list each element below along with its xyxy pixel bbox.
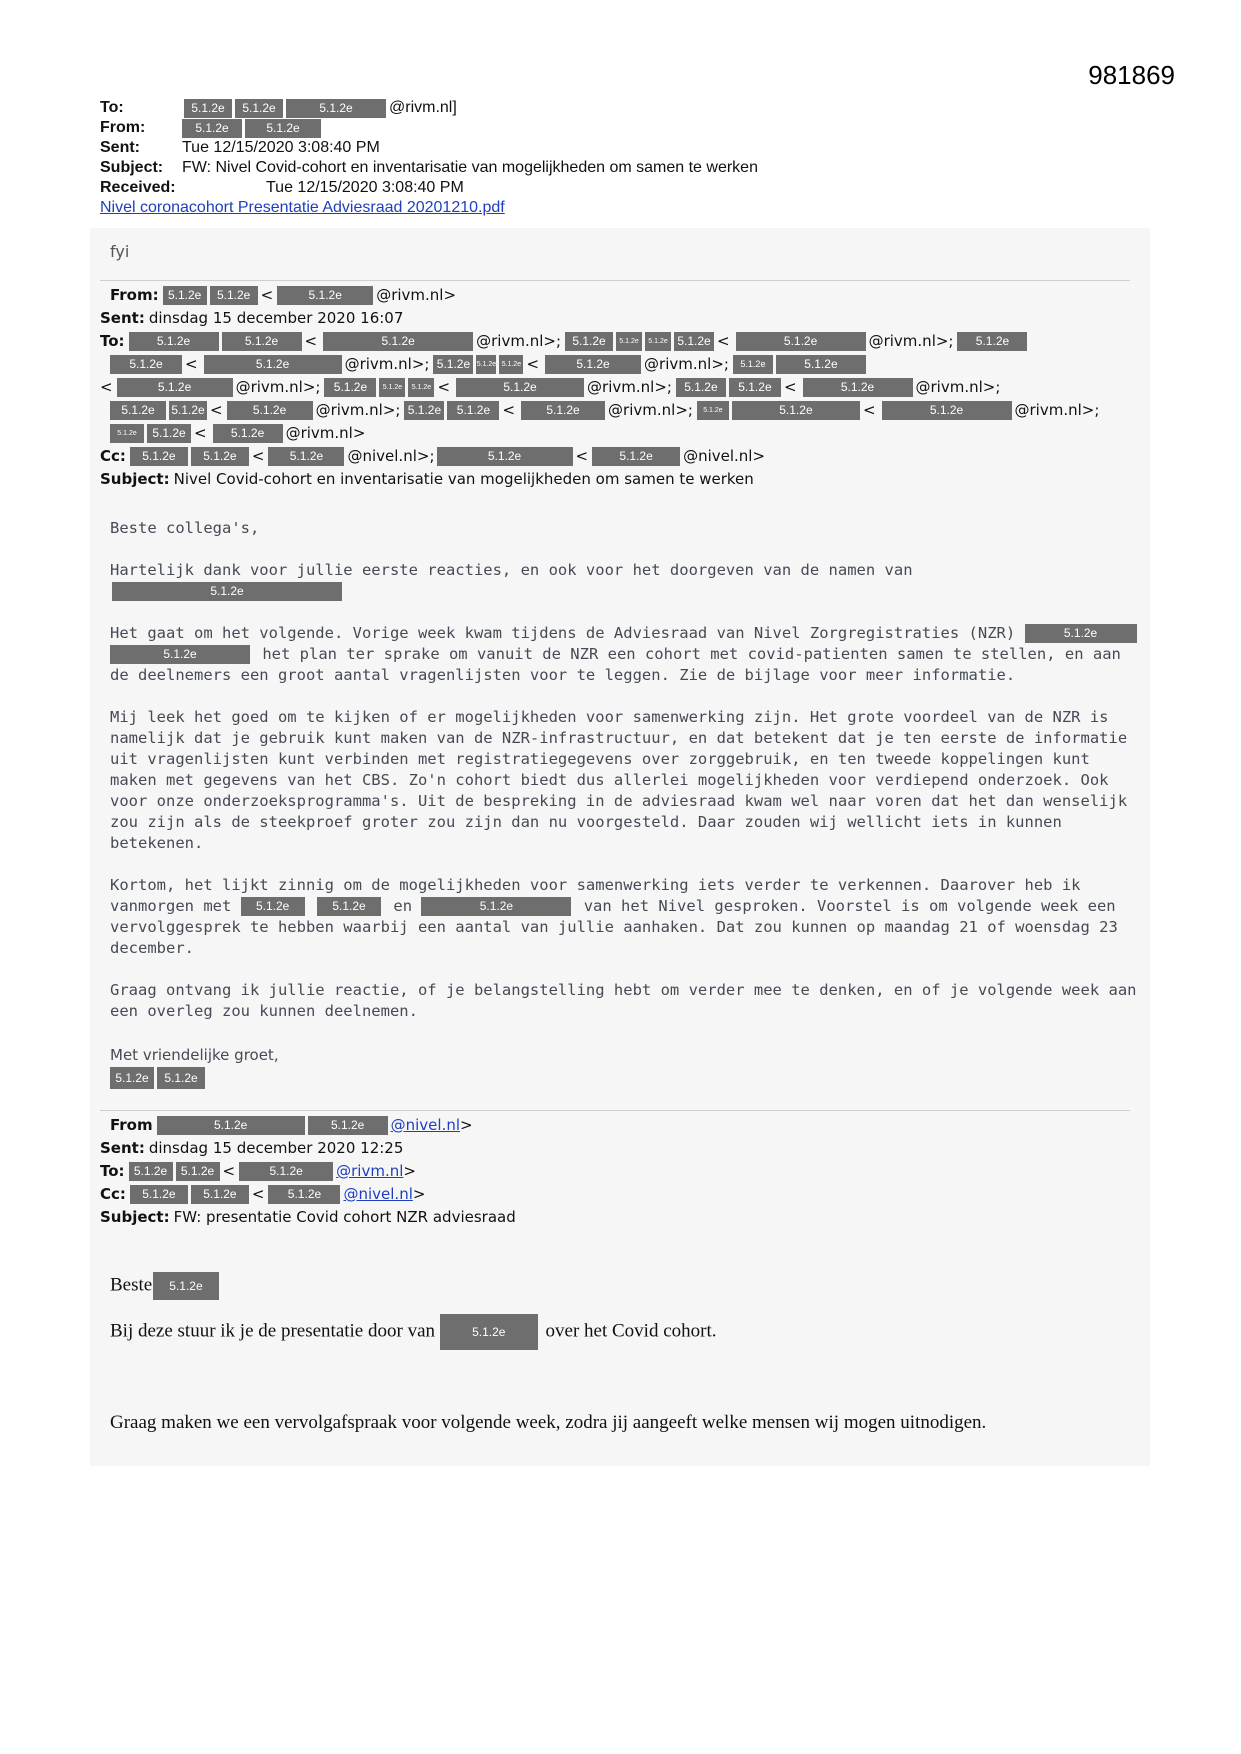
recipient-address: @rivm.nl>; [344, 355, 430, 373]
mail2-subject-value: FW: presentatie Covid cohort NZR adviesraad [173, 1208, 516, 1226]
recipient-address: @rivm.nl>; [476, 332, 562, 350]
redaction-box: 5.1.2e [184, 99, 232, 118]
redaction-box: 5.1.2e [323, 332, 473, 351]
mail2-from-label: From [110, 1116, 153, 1134]
recipient-address: @rivm.nl>; [1014, 401, 1100, 419]
redaction-box: 5.1.2e [210, 286, 258, 305]
redaction-box: 5.1.2e [176, 1162, 220, 1181]
mail1-to-row-5 [100, 422, 1099, 445]
redaction-box: 5.1.2e [112, 582, 342, 601]
header-received-label: Received: [100, 179, 176, 196]
lt-sign: < [783, 378, 797, 396]
mail2-to-row [100, 1160, 516, 1183]
redaction-box: 5.1.2e [241, 897, 305, 916]
header-subject-label: Subject: [100, 159, 164, 176]
header-from-label: From: [100, 119, 146, 136]
redaction-box: 5.1.2e [379, 378, 405, 397]
redaction-box: 5.1.2e [213, 424, 283, 443]
mail2-cc-label: Cc: [100, 1185, 126, 1203]
redaction-box: 5.1.2e [674, 332, 714, 351]
paragraph-2-text-a: Het gaat om het volgende. Vorige week kwam tijdens de Adviesraad van Nivel Zorgregistraties (NZR) [110, 624, 1016, 642]
redaction-box: 5.1.2e [456, 378, 584, 397]
redaction-box: 5.1.2e [130, 1185, 188, 1204]
mail2-subject-row [100, 1206, 516, 1229]
redaction-box: 5.1.2e [130, 447, 188, 466]
lt-sign: < [251, 447, 265, 465]
redaction-box: 5.1.2e [499, 355, 523, 374]
header-received-value: Tue 12/15/2020 3:08:40 PM [266, 179, 464, 196]
redaction-box: 5.1.2e [433, 355, 473, 374]
redaction-box: 5.1.2e [147, 424, 191, 443]
redaction-box: 5.1.2e [204, 355, 342, 374]
export-header [100, 98, 758, 218]
attachment-link[interactable]: Nivel coronacohort Presentatie Adviesraad 20201210.pdf [100, 199, 505, 216]
lt-sign: < [194, 424, 207, 442]
redaction-box: 5.1.2e [324, 378, 376, 397]
header-subject-value: FW: Nivel Covid-cohort en inventarisatie van mogelijkheden om samen te werken [182, 159, 758, 176]
header-to-row [100, 98, 758, 118]
redaction-box: 5.1.2e [882, 401, 1012, 420]
mail2-header [100, 1114, 516, 1229]
header-from-row [100, 118, 758, 138]
paragraph-1-text: Hartelijk dank voor jullie eerste reacties, en ook voor het doorgeven van de namen van [110, 561, 913, 579]
mail1-body [110, 518, 1140, 1043]
lt-sign: < [437, 378, 451, 396]
recipient-address: @rivm.nl>; [315, 401, 401, 419]
mail1-subject-label: Subject: [100, 470, 170, 488]
redaction-box: 5.1.2e [616, 332, 642, 351]
paragraph-1 [110, 560, 1140, 602]
redaction-box: 5.1.2e [1025, 624, 1137, 643]
redaction-box: 5.1.2e [169, 401, 207, 420]
redaction-box: 5.1.2e [222, 332, 302, 351]
redaction-box: 5.1.2e [110, 401, 166, 420]
mail1-to-row-4 [100, 399, 1099, 422]
header-attachment-row [100, 198, 758, 218]
lt-sign: < [260, 286, 274, 304]
redaction-box: 5.1.2e [129, 1162, 173, 1181]
lt-sign: < [304, 332, 318, 350]
mail2-cc-address[interactable]: @nivel.nl [343, 1185, 413, 1203]
lt-sign: < [526, 355, 540, 373]
lt-sign: < [222, 1162, 236, 1180]
lt-sign: < [862, 401, 876, 419]
redaction-box: 5.1.2e [239, 1162, 333, 1181]
gt-sign: > [460, 1116, 473, 1134]
redaction-box: 5.1.2e [268, 1185, 340, 1204]
recipient-address: @rivm.nl>; [587, 378, 672, 396]
mail1-to-row-2 [100, 353, 1099, 376]
mail1-sent-label: Sent: [100, 309, 145, 327]
redaction-box: 5.1.2e [191, 447, 249, 466]
redaction-box: 5.1.2e [268, 447, 344, 466]
redaction-box: 5.1.2e [437, 447, 573, 466]
header-subject-row [100, 158, 758, 178]
mail2-line-1-a: Bij deze stuur ik je de presentatie door van [110, 1320, 436, 1342]
redaction-box: 5.1.2e [110, 355, 182, 374]
mail1-to-row-3 [100, 376, 1099, 399]
mail2-sent-label: Sent: [100, 1139, 145, 1157]
mail1-from-label: From: [110, 286, 159, 304]
lt-sign: < [251, 1185, 265, 1203]
mail2-from-row [100, 1114, 516, 1137]
fyi-text: fyi [110, 242, 130, 261]
recipient-address: @rivm.nl>; [235, 378, 321, 396]
closing: Met vriendelijke groet, [110, 1046, 279, 1064]
mail2-greeting-line [110, 1272, 222, 1300]
redaction-box: 5.1.2e [729, 378, 781, 397]
redaction-box: 5.1.2e [110, 1067, 154, 1089]
mail2-to-label: To: [100, 1162, 125, 1180]
redaction-box: 5.1.2e [565, 332, 613, 351]
mail2-from-address[interactable]: @nivel.nl [390, 1116, 461, 1134]
redaction-box: 5.1.2e [308, 1116, 388, 1135]
redaction-box: 5.1.2e [191, 1185, 249, 1204]
redaction-box: 5.1.2e [110, 424, 144, 443]
header-to-label: To: [100, 99, 124, 116]
redaction-box: 5.1.2e [733, 355, 773, 374]
redaction-box: 5.1.2e [521, 401, 605, 420]
paragraph-2 [110, 623, 1140, 686]
header-to-address: @rivm.nl] [389, 99, 457, 116]
redaction-box: 5.1.2e [776, 355, 866, 374]
recipient-address: @rivm.nl>; [608, 401, 693, 419]
document-id: 981869 [1088, 60, 1175, 90]
redaction-box: 5.1.2e [245, 119, 321, 138]
mail2-cc-row [100, 1183, 516, 1206]
redaction-box: 5.1.2e [235, 99, 283, 118]
mail1-cc-row [100, 445, 1099, 468]
header-received-row [100, 178, 758, 198]
redaction-box: 5.1.2e [676, 378, 726, 397]
redaction-box: 5.1.2e [110, 645, 250, 664]
redaction-box: 5.1.2e [277, 286, 373, 305]
redaction-box: 5.1.2e [163, 286, 207, 305]
redaction-box: 5.1.2e [129, 332, 219, 351]
mail2-line-1-b: over het Covid cohort. [545, 1320, 717, 1342]
mail1-subject-value: Nivel Covid-cohort en inventarisatie van mogelijkheden om samen te werken [173, 470, 754, 488]
redaction-box: 5.1.2e [476, 355, 496, 374]
lt-sign: < [575, 447, 589, 465]
recipient-address: @rivm.nl>; [915, 378, 1001, 396]
redaction-box: 5.1.2e [803, 378, 913, 397]
gt-sign: > [403, 1162, 416, 1180]
mail1-header [100, 284, 1099, 491]
separator [100, 1110, 1130, 1111]
mail2-line-2: Graag maken we een vervolgafspraak voor volgende week, zodra jij aangeeft welke mensen wij mogen uitnodigen. [110, 1412, 987, 1433]
paragraph-4-text-c: van het Nivel gesproken. Voorstel is om volgende week een vervolggesprek te hebben waarbij een aantal van jullie aanhaken. Dat zou kunnen op maandag 21 of woensdag 23 december. [110, 897, 1118, 957]
mail1-sent-value: dinsdag 15 december 2020 16:07 [148, 309, 404, 327]
redaction-box: 5.1.2e [645, 332, 671, 351]
mail1-to-label: To: [100, 332, 125, 350]
paragraph-3: Mij leek het goed om te kijken of er mogelijkheden voor samenwerking zijn. Het grote voordeel van de NZR is namelijk dat je gebruik kunt maken van de NZR-infrastructuur, en dat betekent dat je ten eerste de informatie uit vragenlijsten kunt verbinden met registratiegegevens over zorggebruik, en ten tweede koppelingen kunt maken met gegevens van het CBS. Zo'n cohort biedt dus allerlei mogelijkheden voor verdiepend onderzoek. Ook voor onze onderzoeksprogramma's. Uit de bespreking in de adviesraad kwam wel naar voren dat het dan wenselijk zou zijn als de steekproef groter zou zijn dan nu voorgesteld. Daar zouden wij wellicht iets in kunnen betekenen. [110, 708, 1128, 852]
mail2-greeting: Beste [110, 1274, 153, 1296]
mail2-sent-row [100, 1137, 516, 1160]
redaction-box: 5.1.2e [157, 1067, 205, 1089]
redaction-box: 5.1.2e [697, 401, 729, 420]
mail2-sent-value: dinsdag 15 december 2020 12:25 [148, 1139, 404, 1157]
redaction-box: 5.1.2e [157, 1116, 305, 1135]
redaction-box: 5.1.2e [227, 401, 313, 420]
redaction-box: 5.1.2e [732, 401, 860, 420]
redaction-box: 5.1.2e [286, 99, 386, 118]
mail2-line-1 [110, 1314, 716, 1350]
redaction-box: 5.1.2e [421, 897, 571, 916]
header-sent-label: Sent: [100, 139, 140, 156]
mail2-subject-label: Subject: [100, 1208, 170, 1226]
lt-sign: < [502, 401, 516, 419]
mail1-from-row [100, 284, 1099, 307]
header-sent-value: Tue 12/15/2020 3:08:40 PM [182, 139, 380, 156]
cc-address: @nivel.nl>; [347, 447, 435, 465]
paragraph-4-text-a: Kortom, het lijkt zinnig om de mogelijkheden voor samenwerking iets verder te verkennen. Daarover heb ik vanmorgen met [110, 876, 1081, 915]
lt-sign: < [100, 378, 113, 396]
mail1-sent-row [100, 307, 1099, 330]
redaction-box: 5.1.2e [317, 897, 381, 916]
redaction-box: 5.1.2e [182, 119, 242, 138]
mail1-from-address: @rivm.nl> [376, 286, 457, 304]
recipient-address: @rivm.nl>; [868, 332, 954, 350]
lt-sign: < [210, 401, 223, 419]
paragraph-4 [110, 875, 1140, 959]
redaction-box: 5.1.2e [117, 378, 233, 397]
redaction-box: 5.1.2e [957, 332, 1027, 351]
recipient-address: @rivm.nl>; [644, 355, 729, 373]
redaction-box: 5.1.2e [404, 401, 444, 420]
redaction-box: 5.1.2e [408, 378, 434, 397]
paragraph-4-text-b: en [393, 897, 413, 915]
redaction-box: 5.1.2e [440, 1314, 538, 1350]
redaction-box: 5.1.2e [447, 401, 499, 420]
mail1-cc-label: Cc: [100, 447, 126, 465]
redaction-box: 5.1.2e [153, 1272, 219, 1300]
paragraph-5: Graag ontvang ik jullie reactie, of je belangstelling hebt om verder mee te denken, en of je volgende week aan een overleg zou kunnen deelnemen. [110, 981, 1137, 1020]
redaction-box: 5.1.2e [545, 355, 641, 374]
redaction-box: 5.1.2e [592, 447, 680, 466]
paragraph-2-text-b: het plan ter sprake om vanuit de NZR een cohort met covid-patienten samen te stellen, en aan de deelnemers een groot aantal vragenlijsten voor te leggen. Zie de bijlage voor meer informatie. [110, 645, 1121, 684]
separator [100, 280, 1130, 281]
cc-address: @nivel.nl> [683, 447, 766, 465]
signature [110, 1046, 279, 1089]
redaction-box: 5.1.2e [736, 332, 866, 351]
mail1-subject-row [100, 468, 1099, 491]
mail2-to-address[interactable]: @rivm.nl [336, 1162, 404, 1180]
gt-sign: > [412, 1185, 426, 1203]
header-sent-row [100, 138, 758, 158]
lt-sign: < [717, 332, 730, 350]
recipient-address: @rivm.nl> [285, 424, 366, 442]
lt-sign: < [185, 355, 198, 373]
greeting: Beste collega's, [110, 519, 260, 537]
mail1-to-row [100, 330, 1099, 353]
signature-name [110, 1067, 279, 1089]
